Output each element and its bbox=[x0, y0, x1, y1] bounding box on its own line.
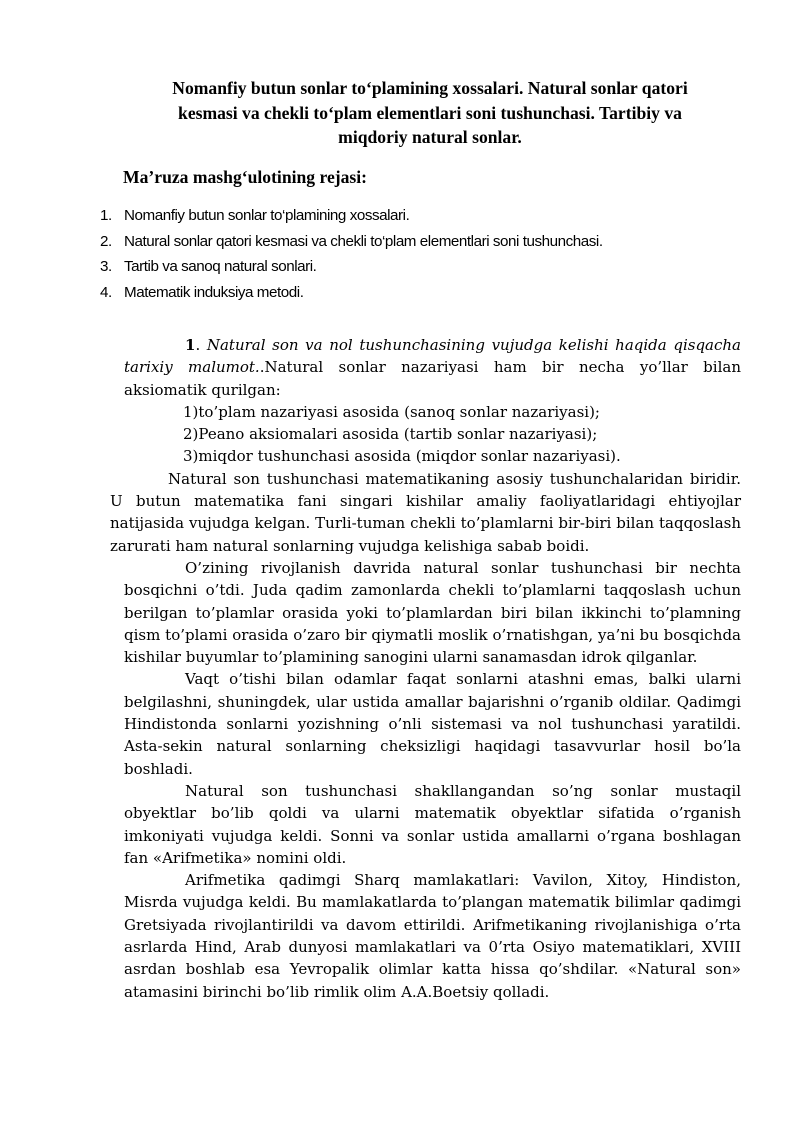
paragraph: Natural son tushunchasi shakllangandan so’ng sonlar mustaqil obyektlar bo’lib qoldi va ularni matematik obyektlar sifatida o’rganish imkoniyati vujudga keldi. Sonni va sonlar ustida amallarni o’rgana boshlagan fan «Arifmetika» nomini oldi. bbox=[124, 781, 741, 867]
approach-item: 2)Peano aksiomalari asosida (tartib sonlar nazariyasi); bbox=[183, 425, 598, 444]
title-line: Nomanfiy butun sonlar to‘plamining xossalari. Natural sonlar qatori bbox=[172, 78, 688, 98]
section-intro bbox=[124, 334, 741, 401]
list-item-number: 3. bbox=[100, 258, 112, 275]
paragraph: Arifmetika qadimgi Sharq mamlakatlari: Vavilon, Xitoy, Hindiston, Misrda vujudga keldi. Bu mamlakatlarda to’plangan matematik bilimlar qadimgi Gretsiyada rivojlantirildi va davom ettirildi. Arifmetikaning rivojlanishiga o’rta asrlarda Hind, Arab dunyosi mamlakatlari va 0’rta Osiyo matematiklari, XVIII asrdan boshlab esa Yevropalik olimlar katta hissa qo’shdilar. «Natural son» atamasini birinchi bo’lib rimlik olim A.A.Boetsiy qolladi. bbox=[124, 871, 741, 1001]
list-item-number: 1. bbox=[100, 207, 112, 224]
section-intro-text: .Natural sonlar nazariyasi ham bir necha yo’llar bilan aksiomatik qurilgan: bbox=[124, 358, 741, 399]
section-title: Natural son va nol tushunchasining vujudga kelishi haqida qisqacha tarixiy malumot. bbox=[124, 336, 741, 377]
paragraph: Vaqt o’tishi bilan odamlar faqat sonlarni atashni emas, balki ularni belgilashni, shuningdek, ular ustida amallar bajarishni o’rganib oldilar. Qadimgi Hindistonda sonlarni yozishning o’nli sistemasi va nol tushunchasi yaratildi. Asta-sekin natural sonlarning cheksizligi haqidagi tasavvurlar hosil bo’la boshladi. bbox=[124, 670, 741, 778]
list-item-number: 2. bbox=[100, 232, 112, 250]
plan-list bbox=[0, 203, 800, 305]
approach-item: 3)miqdor tushunchasi asosida (miqdor sonlar nazariyasi). bbox=[183, 447, 621, 466]
paragraph: O’zining rivojlanish davrida natural sonlar tushunchasi bir nechta bosqichni o’tdi. Juda qadim zamonlarda chekli to’plamlarni taqqoslash uchun berilgan to’plamlar orasida yoki to’plamlardan biri bilan ikkinchi to’plamning qism to’plami orasida o’zaro bir qiymatli moslik o’rnatishgan, ya’ni bu bosqichda kishilar buyumlar to’plamining sanogini ularni sanamasdan idrok qilganlar. bbox=[124, 558, 741, 667]
list-item-text: Nomanfiy butun sonlar to‘plamining xossalari. bbox=[124, 207, 410, 224]
list-item-text: Natural sonlar qatori kesmasi va chekli to‘plam elementlari soni tushunchasi. bbox=[124, 232, 603, 250]
list-item-text: Tartib va sanoq natural sonlari. bbox=[124, 258, 317, 275]
list-item bbox=[0, 229, 800, 255]
plan-heading: Ma’ruza mashg‘ulotining rejasi: bbox=[123, 167, 368, 187]
approach-item: 1)to’plam nazariyasi asosida (sanoq sonlar nazariyasi); bbox=[183, 402, 600, 421]
title-line: miqdoriy natural sonlar. bbox=[338, 127, 522, 147]
list-item bbox=[0, 280, 800, 306]
list-item bbox=[0, 254, 800, 280]
document-title bbox=[140, 76, 720, 150]
list-item bbox=[0, 203, 800, 229]
section-number: 1 bbox=[185, 336, 196, 354]
section-number-suffix: . bbox=[195, 336, 207, 354]
list-item-text: Matematik induksiya metodi. bbox=[124, 283, 304, 301]
title-line: kesmasi va chekli to‘plam elementlari soni tushunchasi. Tartibiy va bbox=[178, 102, 682, 123]
paragraph: Natural son tushunchasi matematikaning asosiy tushunchalaridan biridir. U butun matematika fani singari kishilar amaliy faoliyatlaridagi ehtiyojlar natijasida vujudga kelgan. Turli-tuman chekli to’plamlarni bir-biri bilan taqqoslash zarurati ham natural sonlarning vujudga kelishiga sabab boidi. bbox=[110, 469, 741, 555]
list-item-number: 4. bbox=[100, 283, 112, 301]
section-body bbox=[110, 334, 741, 1003]
